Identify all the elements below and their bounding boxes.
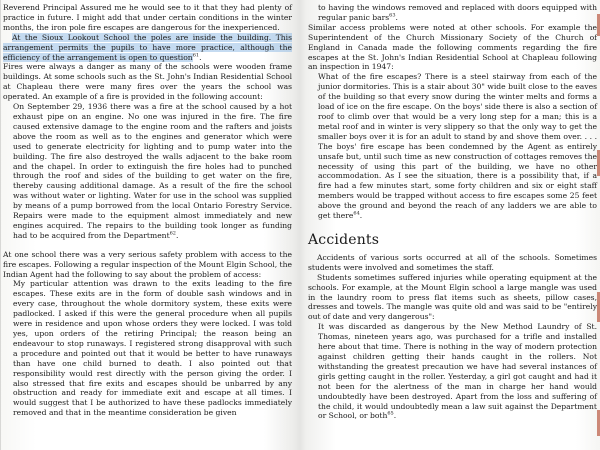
block-quote: What of the fire escapes? There is a steel stairway from each of the junior dormitories. This is a stair about 30" wide built close to the eaves of the building so that every snow during the winter melts and forms a load of ice on the fire escape. On the boys' side there is also a section of roof to climb over that would be a very long step for a man; this is a metal roof and in winter is very slippery so that the only way to get the smaller boys over it is for an adult to stand by and shove them over. . . . The boys' fire escape has been condemned by the Agent as entirely unsafe but, until such time as new construction of cottages removes the necessity of using this part of the building, we have no other accommodation. As I see the situation, there is a possibility that, if a fire had a few minutes start, some forty children and six or eight staff members would be trapped without access to fire escapes some 25 feet above the ground and beyond the reach of any ladders we are able to get there$^{64}$.: [318, 72, 597, 221]
block-quote: It was discarded as dangerous by the New Method Laundry of St. Thomas, nineteen years ago, was purchased for a trifle and installed here about that time. There is nothing in the way of modern protection against children getting their hands caught in the rollers. Not withstanding the greatest precaution we have had several instances of girls getting caught in the roller. Yesterday, a girl got caught and had it not been for the alertness of the man in charge her hand would undoubtedly have been destroyed. Apart from the loss and suffering of the child, it would undoubtedly mean a law suit against the Department or School, or both$^{65}$.: [318, 322, 597, 421]
block-quote: My particular attention was drawn to the exits leading to the fire escapes. These exits are in the form of double sash windows and in every case, throughout the whole dormitory system, these exits were padlocked. I asked if this were the general procedure when all pupils were in residence and upon whose orders they were locked. I was told yes, upon orders of the retiring Principal; the reason being an endeavour to stop runaways. I registered strong disapproval with such a procedure and pointed out that it would be better to have runaways than have one child burned to death. I also pointed out that responsibility would rest directly with the person giving the order. I also stressed that fire exits and escapes should be unbarred by any obstruction and ready for immediate exit and escape at all times. I would suggest that I be authorized to have these padlocks immediately removed and that in the meantime consideration be given: [13, 279, 292, 418]
paragraph: Reverend Principal Assured me he would see to it that they had plenty of practice in future. I might add that under certain conditions in the winter months, the iron pole fire escapes are dangerous for the inexperienced.: [3, 3, 292, 32]
footnote-ref: 65: [387, 410, 394, 417]
paragraph: Accidents of various sorts occurred at all of the schools. Sometimes students were involved and sometimes the staff.: [308, 252, 597, 272]
section-heading: Accidents: [308, 231, 380, 248]
paragraph: At the Sioux Lookout School the poles are inside the building. This arrangement permits the pupils to have more practice, although the efficiency of the arrangement is open to question$^{61}$.: [3, 32, 292, 62]
paragraph: At one school there was a very serious safety problem with access to the fire escapes. Following a regular inspection of the Mount Elgin School, the Indian Agent had the following to say about the problem of access:: [3, 249, 292, 279]
page-edge-left: [0, 0, 1, 450]
block-quote-continued: to having the windows removed and replaced with doors equipped with regular panic bars$^{63}$.: [318, 3, 597, 22]
highlighted-text: At the Sioux Lookout School the poles are inside the building. This arrangement permits the pupils to have more practice, although the efficiency of the arrangement is open to question: [3, 32, 292, 62]
footnote-ref: 62: [169, 230, 176, 237]
block-quote: On September 29, 1936 there was a fire at the school caused by a hot exhaust pipe on an engine. No one was injured in the fire. The fire caused extensive damage to the engine room and the rafters and joists above the room as well as to the engines and generator which were used to generate electricity for lighting and to pump water into the building. The fire also destroyed the walls adjacent to the bake room and the chapel. In order to extinguish the fire holes had to punched through the roof and sides of the building to get water on the fire, thereby causing additional damage. As a result of the fire the school was without water or lighting. Water for use in the school was supplied by means of a pump borrowed from the local Ontario Forestry Service. Repairs were made to the equipment almost immediately and new engines acquired. The repairs to the building took longer as funding had to be acquired from the Department$^{62}$.: [13, 102, 292, 240]
footnote-ref: 61: [192, 52, 200, 58]
paragraph: Students sometimes suffered injuries while operating equipment at the schools. For example, at the Mount Elgin school a large mangle was used in the laundry room to press flat items such as sheets, pillow cases, dresses and towels. The mangle was quite old and was said to be "entirely out of date and very dangerous":: [308, 272, 597, 322]
right-page: [308, 3, 597, 421]
paragraph: Similar access problems were noted at other schools. For example the Superintendent of the Church Missionary Society of the Church of England in Canada made the following comments regarding the fire escapes at the St. John's Indian Residential School at Chapleau following an inspection in 1947:: [308, 22, 597, 72]
left-page: [3, 3, 292, 418]
footnote-ref: 63: [389, 12, 396, 19]
footnote-ref: 64: [353, 210, 360, 217]
paragraph: Fires were always a danger as many of the schools were wooden frame buildings. At some schools such as the St. John's Indian Residential School at Chapleau there were many fires over the years the school was operated. An example of a fire is provided in the following account:: [3, 62, 292, 102]
